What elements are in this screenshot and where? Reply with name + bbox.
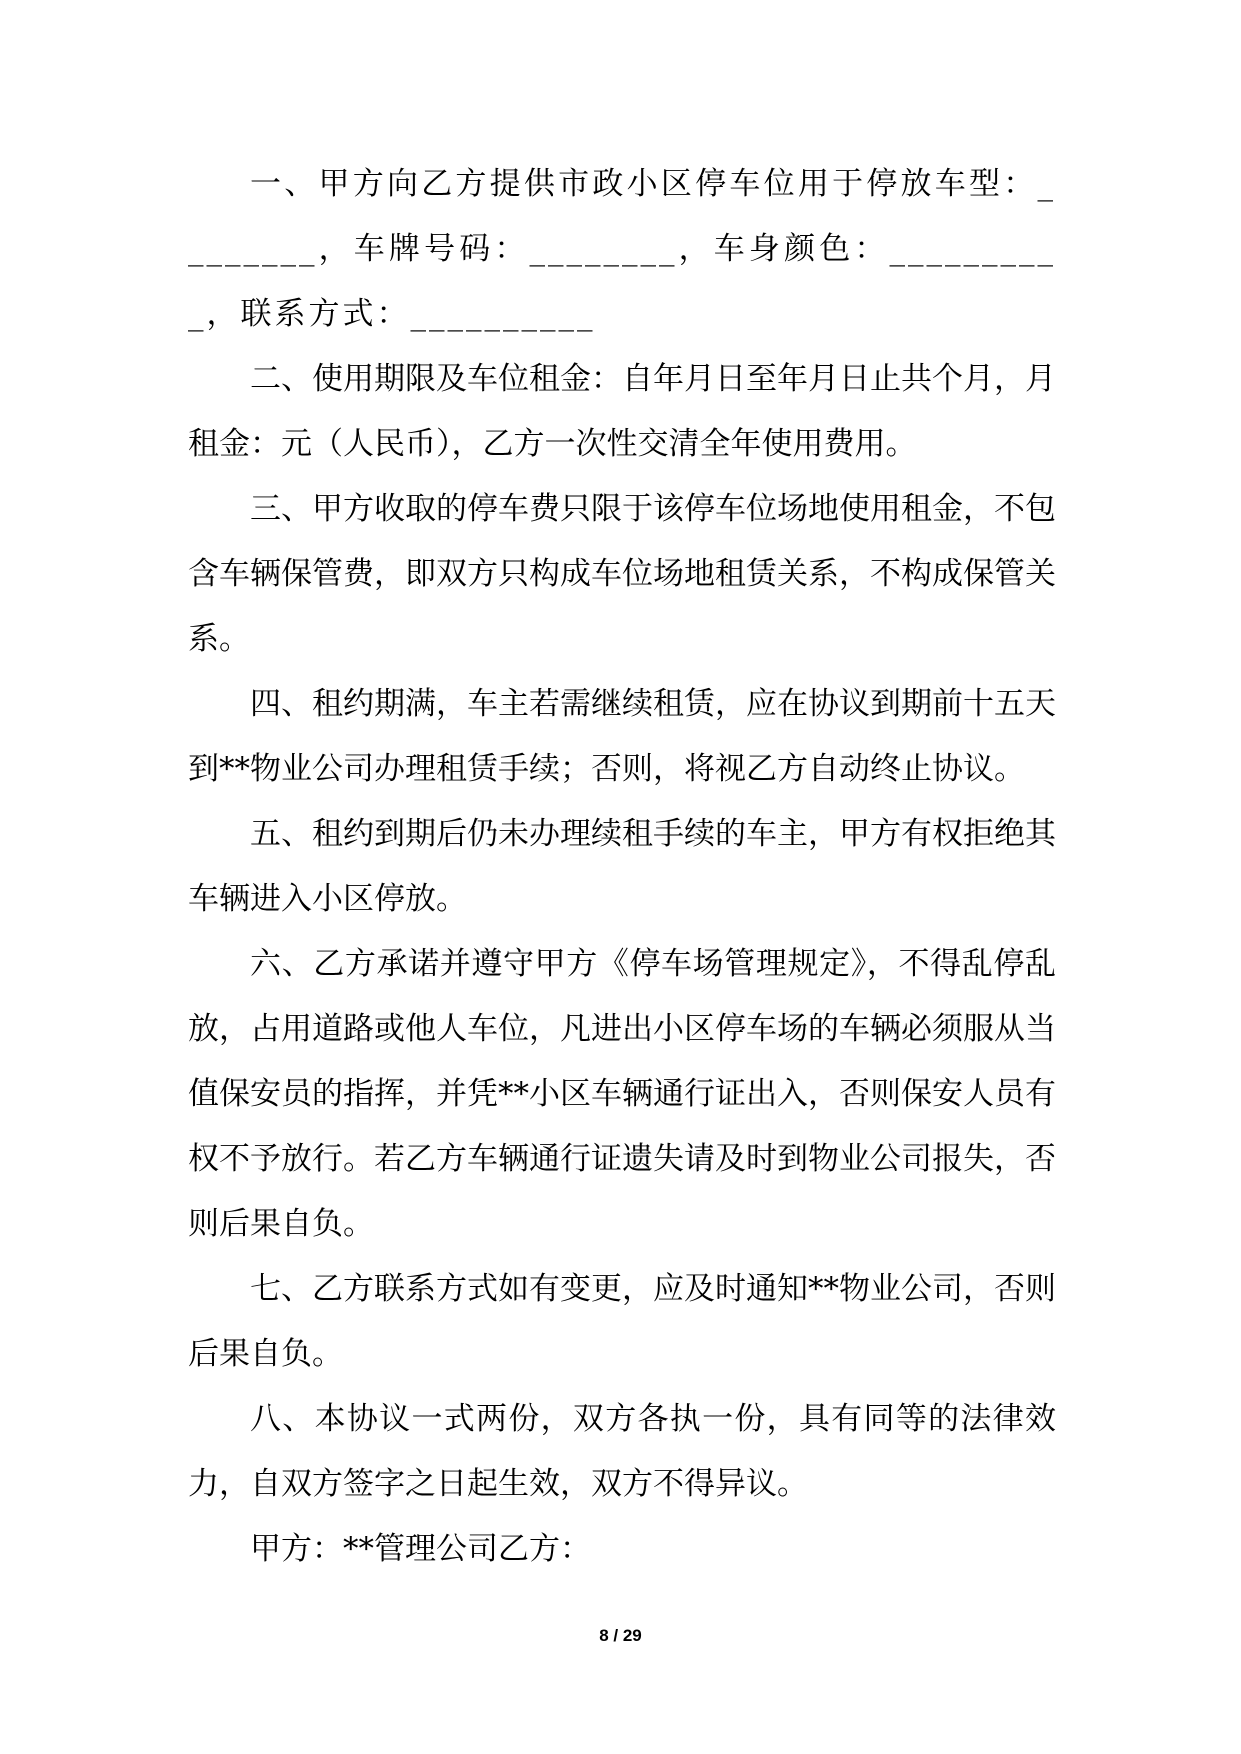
- clause-2: 二、使用期限及车位租金：自年月日至年月日止共个月，月租金：元（人民币），乙方一次性交清全年使用费用。: [188, 361, 1056, 462]
- signature-line: 甲方：**管理公司乙方：: [250, 1531, 591, 1567]
- clause-7: 七、乙方联系方式如有变更，应及时通知**物业公司，否则后果自负。: [188, 1271, 1056, 1372]
- document-body: [188, 152, 1056, 1582]
- page-number: 8 / 29: [599, 1626, 642, 1645]
- clause-6: 六、乙方承诺并遵守甲方《停车场管理规定》，不得乱停乱放，占用道路或他人车位，凡进出小区停车场的车辆必须服从当值保安员的指挥，并凭**小区车辆通行证出入，否则保安人员有权不予放行。若乙方车辆通行证遗失请及时到物业公司报失，否则后果自负。: [188, 946, 1056, 1242]
- clause-4: 四、租约期满，车主若需继续租赁，应在协议到期前十五天到**物业公司办理租赁手续；否则，将视乙方自动终止协议。: [188, 686, 1056, 787]
- clause-1: 一、甲方向乙方提供市政小区停车位用于停放车型：________，车牌号码：________，车身颜色：__________，联系方式：__________: [188, 166, 1056, 332]
- clause-8: 八、本协议一式两份，双方各执一份，具有同等的法律效力，自双方签字之日起生效，双方不得异议。: [188, 1401, 1056, 1502]
- clause-3: 三、甲方收取的停车费只限于该停车位场地使用租金，不包含车辆保管费，即双方只构成车位场地租赁关系，不构成保管关系。: [188, 491, 1056, 657]
- clause-5: 五、租约到期后仍未办理续租手续的车主，甲方有权拒绝其车辆进入小区停放。: [188, 816, 1056, 917]
